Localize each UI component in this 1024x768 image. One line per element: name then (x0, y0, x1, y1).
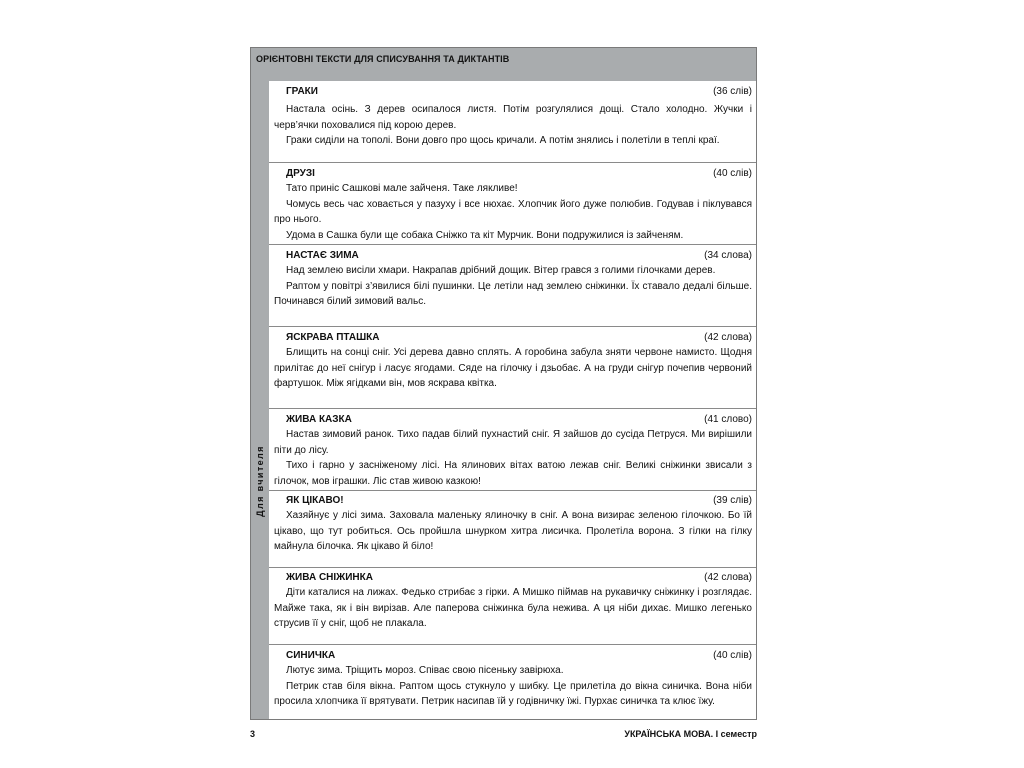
paragraph: Хазяйнує у лісі зима. Заховала маленьку ялиночку в сніг. А вона визирає зеленою гілочкою. Бо їй цікаво, що тут робиться. Ось пройшла шнурком хитра лисичка. Пролетіла ворона. З гілки на гілку майнула білочка. Як цікаво й біло! (274, 510, 752, 552)
section-title-row (286, 249, 752, 263)
section-title: ДРУЗІ (286, 168, 315, 179)
section-druzi (269, 163, 756, 245)
paragraph: Граки сиділи на тополі. Вони довго про щось кричали. А потім знялись і полетіли в теплі краї. (286, 135, 720, 146)
page-number: 3 (250, 729, 256, 739)
section-zhyva-kazka (269, 409, 756, 491)
section-body (274, 263, 752, 310)
word-count: (41 слово) (704, 414, 752, 425)
word-count: (39 слів) (713, 495, 752, 506)
section-zhyva-snizhynka (269, 568, 756, 645)
section-title: ЖИВА СНІЖИНКА (286, 572, 373, 583)
section-body (274, 345, 752, 392)
content (269, 81, 756, 719)
page-header (251, 48, 756, 81)
section-title-row (286, 571, 752, 585)
section-nastaie-zyma (269, 245, 756, 327)
sidebar-label (254, 441, 266, 521)
section-title-row (286, 649, 752, 663)
paragraph: Блищить на сонці сніг. Усі дерева давно сплять. А горобина забула зняти червоне намисто. Щодня прилітає до неї снігур і ласує ягодами. Сяде на гілочку і дзьобає. А на груди снігур почепив червоний фартушок. Між ягідками він, мов яскрава квітка. (274, 347, 752, 389)
sidebar-label-text: Для вчителя (255, 445, 265, 517)
section-title-row (286, 85, 752, 99)
section-graky (269, 81, 756, 163)
sidebar (251, 81, 269, 719)
paragraph: Петрик став біля вікна. Раптом щось стукнуло у шибку. Це прилетіла до вікна синичка. Вона ніби просила хлопчика її врятувати. Петрик насипав їй у годівничку їжі. Пурхає синичка та клює їжу. (274, 680, 752, 707)
section-title-row (286, 413, 752, 427)
section-synychka (269, 645, 756, 720)
paragraph: Діти каталися на лижах. Федько стрибає з гірки. А Мишко піймав на рукавичку сніжинку і розглядає. Майже така, як і він вирізав. Але паперова сніжинка була нежива. А ця ніби дихає. Мишко легенько струсив її у сніг, щоб не плакала. (274, 587, 752, 629)
word-count: (36 слів) (713, 86, 752, 97)
section-title-row (286, 494, 752, 508)
section-title-row (286, 331, 752, 345)
section-title: НАСТАЄ ЗИМА (286, 250, 359, 261)
word-count: (42 слова) (704, 572, 752, 583)
section-title-row (286, 167, 752, 181)
paragraph: Над землею висіли хмари. Накрапав дрібний дощик. Вітер грався з голими гілочками дерев. (286, 265, 716, 276)
word-count: (42 слова) (704, 332, 752, 343)
section-yak-tsikavo (269, 491, 756, 568)
paragraph: Настала осінь. З дерев осипалося листя. Потім розгулялися дощі. Стало холодно. Жучки і черв’ячки поховалися під корою дерев. (274, 104, 752, 131)
paragraph: Лютує зима. Тріщить мороз. Співає свою пісеньку завірюха. (286, 665, 564, 676)
section-body (274, 508, 752, 555)
section-title: ЯК ЦІКАВО! (286, 495, 344, 506)
section-title: ГРАКИ (286, 86, 318, 97)
book-title: УКРАЇНСЬКА МОВА. І семестр (624, 729, 757, 739)
paragraph: Тихо і гарно у засніженому лісі. На ялинових вітах ватою лежав сніг. Великі сніжинки звисали з гілочок, мов іграшки. Ліс став живою казкою! (274, 460, 752, 487)
section-body (274, 585, 752, 632)
section-body (274, 663, 752, 710)
page-frame (250, 47, 757, 720)
section-title: ЯСКРАВА ПТАШКА (286, 332, 380, 343)
paragraph: Настав зимовий ранок. Тихо падав білий пухнастий сніг. Я зайшов до сусіда Петруся. Ми вирішили піти до лісу. (274, 429, 752, 456)
paragraph: Чомусь весь час ховається у пазуху і все нюхає. Хлопчик його дуже полюбив. Годував і піклувався про нього. (274, 198, 752, 225)
word-count: (34 слова) (704, 250, 752, 261)
paragraph: Раптом у повітрі з’явилися білі пушинки. Це летіли над землею сніжинки. Їх ставало дедалі більше. Починався білий зимовий вальс. (274, 280, 752, 307)
section-title: ЖИВА КАЗКА (286, 414, 352, 425)
section-body (274, 181, 752, 243)
word-count: (40 слів) (713, 168, 752, 179)
section-yaskrava-ptashka (269, 327, 756, 409)
header-title: ОРІЄНТОВНІ ТЕКСТИ ДЛЯ СПИСУВАННЯ ТА ДИКТАНТІВ (256, 54, 510, 64)
paragraph: Тато приніс Сашкові мале зайченя. Таке лякливе! (286, 183, 518, 194)
word-count: (40 слів) (713, 650, 752, 661)
paragraph: Удома в Сашка були ще собака Сніжко та кіт Мурчик. Вони подружилися із зайченям. (286, 229, 684, 241)
section-body (274, 102, 752, 149)
section-title: СИНИЧКА (286, 650, 336, 661)
section-body (274, 427, 752, 489)
